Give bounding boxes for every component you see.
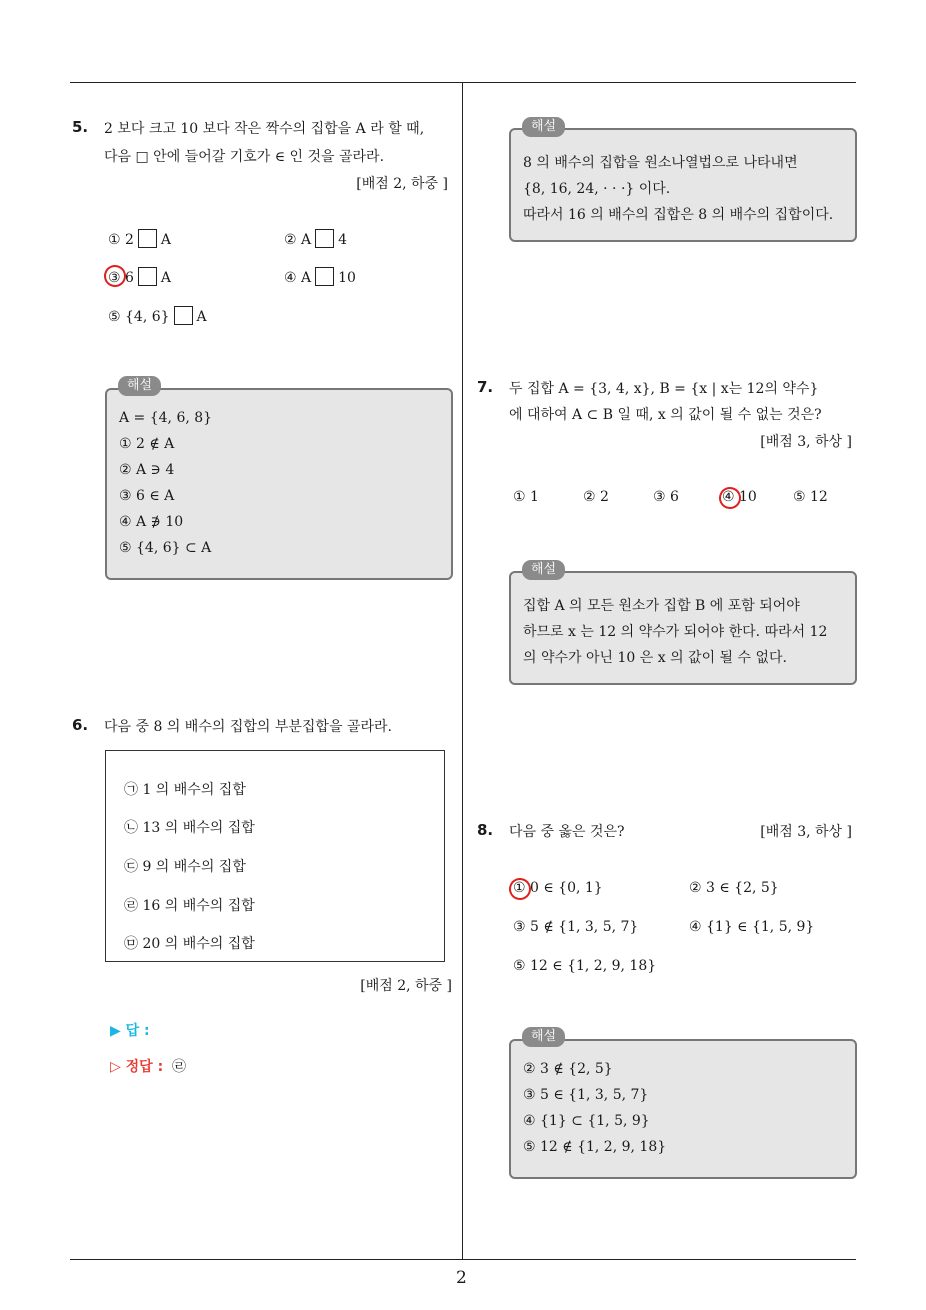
q5-option-1-left: ① 2 bbox=[108, 232, 134, 248]
q7-solution-line: 하므로 x 는 12 의 약수가 되어야 한다. 따라서 12 bbox=[523, 624, 828, 640]
q8-solution-line: ③ 5 ∈ {1, 3, 5, 7} bbox=[523, 1087, 649, 1103]
q6-text: 다음 중 8 의 배수의 집합의 부분집합을 골라라. bbox=[104, 719, 392, 735]
q5-option-5-right: A bbox=[196, 309, 207, 325]
q5-solution-box bbox=[105, 388, 453, 580]
q5-option-2-left: ② A bbox=[284, 232, 312, 248]
q5-option-1[interactable] bbox=[108, 229, 171, 248]
q5-option-4-left: ④ A bbox=[284, 270, 312, 286]
q6-correct-label bbox=[110, 1056, 186, 1076]
q8-solution-line: ⑤ 12 ∉ {1, 2, 9, 18} bbox=[523, 1139, 667, 1155]
q5-solution-line: ② A ∋ 4 bbox=[119, 462, 175, 478]
q5-option-4-right: 10 bbox=[338, 270, 356, 286]
q7-option-2[interactable]: ② 2 bbox=[583, 489, 609, 505]
q7-option-1[interactable]: ① 1 bbox=[513, 489, 539, 505]
q5-text-line1: 2 보다 크고 10 보다 작은 짝수의 집합을 A 라 할 때, bbox=[104, 121, 425, 137]
q5-solution-line: ⑤ {4, 6} ⊂ A bbox=[119, 540, 212, 556]
q8-option-4[interactable]: ④ {1} ∈ {1, 5, 9} bbox=[689, 919, 815, 935]
q5-text-line2: 다음 □ 안에 들어갈 기호가 ∈ 인 것을 골라라. bbox=[104, 149, 385, 165]
q5-solution-line: ③ 6 ∈ A bbox=[119, 488, 175, 504]
q7-option-4[interactable]: ④ 10 bbox=[722, 489, 757, 505]
q5-option-4[interactable] bbox=[284, 267, 356, 286]
q5-option-5-left: ⑤ {4, 6} bbox=[108, 309, 170, 325]
q6-item: ㉠ 1 의 배수의 집합 bbox=[124, 782, 246, 798]
q7-solution-tag: 해설 bbox=[522, 560, 565, 580]
q6-answer-label: ▶ 답 : bbox=[110, 1023, 150, 1039]
q7-text-line2: 에 대하여 A ⊂ B 일 때, x 의 값이 될 수 없는 것은? bbox=[509, 407, 822, 423]
blank-box bbox=[138, 267, 157, 286]
q5-solution-line: A = {4, 6, 8} bbox=[119, 410, 213, 426]
q7-option-3[interactable]: ③ 6 bbox=[653, 489, 679, 505]
q5-option-3-right: A bbox=[160, 270, 172, 286]
q7-option-5[interactable]: ⑤ 12 bbox=[793, 489, 828, 505]
q8-solution-line: ④ {1} ⊂ {1, 5, 9} bbox=[523, 1113, 650, 1129]
blank-box bbox=[174, 306, 193, 325]
q5-score: [배점 2, 하중 ] bbox=[356, 176, 448, 192]
q6-score: [배점 2, 하중 ] bbox=[360, 978, 452, 994]
q6-item: ㉣ 16 의 배수의 집합 bbox=[124, 898, 255, 914]
q6-solution-box bbox=[509, 128, 857, 242]
q6-solution-tag: 해설 bbox=[522, 117, 565, 137]
q5-solution-tag: 해설 bbox=[118, 376, 161, 396]
q5-solution-line: ① 2 ∉ A bbox=[119, 436, 175, 452]
q8-option-1[interactable]: ① 0 ∈ {0, 1} bbox=[513, 880, 603, 896]
q6-solution-line: 따라서 16 의 배수의 집합은 8 의 배수의 집합이다. bbox=[523, 207, 834, 223]
blank-box bbox=[315, 267, 334, 286]
q6-number: 6. bbox=[72, 716, 89, 734]
q8-option-2[interactable]: ② 3 ∈ {2, 5} bbox=[689, 880, 779, 896]
q8-text: 다음 중 옳은 것은? bbox=[509, 824, 625, 840]
q8-solution-line: ② 3 ∉ {2, 5} bbox=[523, 1061, 613, 1077]
q7-text-line1: 두 집합 A = {3, 4, x}, B = {x | x는 12의 약수} bbox=[509, 381, 819, 397]
q5-option-2-right: 4 bbox=[338, 232, 348, 248]
q6-correct-value: ㉣ bbox=[172, 1059, 187, 1075]
top-rule bbox=[70, 82, 856, 83]
q8-option-3[interactable]: ③ 5 ∉ {1, 3, 5, 7} bbox=[513, 919, 639, 935]
blank-box bbox=[138, 229, 157, 248]
q7-score: [배점 3, 하상 ] bbox=[760, 434, 852, 450]
q7-number: 7. bbox=[477, 378, 494, 396]
q7-solution-line: 집합 A 의 모든 원소가 집합 B 에 포함 되어야 bbox=[523, 598, 800, 614]
q6-item: ㉢ 9 의 배수의 집합 bbox=[124, 859, 246, 875]
q8-solution-tag: 해설 bbox=[522, 1027, 565, 1047]
q6-solution-line: 8 의 배수의 집합을 원소나열법으로 나타내면 bbox=[523, 155, 798, 171]
q6-item-box bbox=[105, 750, 445, 962]
q5-solution-line: ④ A ∌ 10 bbox=[119, 514, 184, 530]
column-divider bbox=[462, 82, 463, 1260]
q5-option-1-right: A bbox=[160, 232, 172, 248]
q7-solution-line: 의 약수가 아닌 10 은 x 의 값이 될 수 없다. bbox=[523, 650, 787, 666]
page-number: 2 bbox=[456, 1268, 467, 1288]
q6-solution-line: {8, 16, 24, · · ·} 이다. bbox=[523, 181, 671, 197]
q8-number: 8. bbox=[477, 821, 494, 839]
bottom-rule bbox=[70, 1259, 856, 1260]
q6-item: ㉤ 20 의 배수의 집합 bbox=[124, 936, 255, 952]
q5-option-5[interactable] bbox=[108, 306, 207, 325]
q6-correct-label-text: ▷ 정답 : bbox=[110, 1059, 164, 1075]
q8-score: [배점 3, 하상 ] bbox=[760, 824, 852, 840]
q7-solution-box bbox=[509, 571, 857, 685]
blank-box bbox=[315, 229, 334, 248]
q6-item: ㉡ 13 의 배수의 집합 bbox=[124, 820, 255, 836]
q8-solution-box bbox=[509, 1039, 857, 1179]
q8-option-5[interactable]: ⑤ 12 ∈ {1, 2, 9, 18} bbox=[513, 958, 657, 974]
q5-number: 5. bbox=[72, 118, 89, 136]
q5-option-2[interactable] bbox=[284, 229, 347, 248]
q5-option-3-left: ③ 6 bbox=[108, 270, 134, 286]
